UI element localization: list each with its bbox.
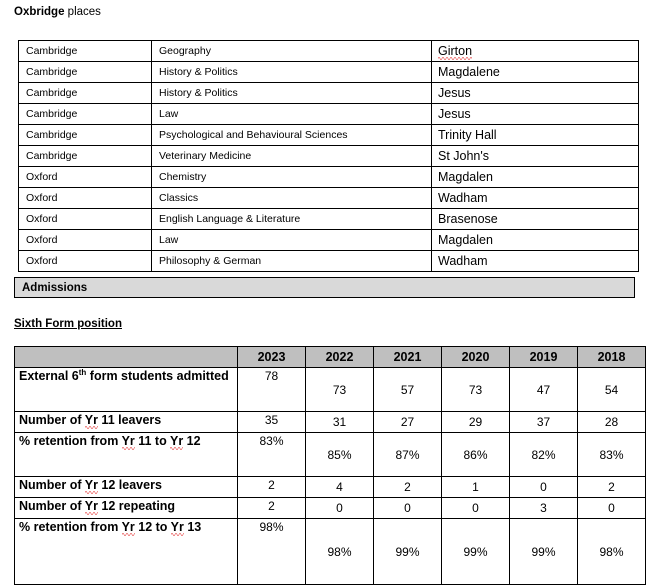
table-row	[19, 251, 639, 272]
cell-2021: 27	[374, 412, 442, 433]
cell-2018: 83%	[578, 433, 646, 477]
header-year-2021: 2021	[374, 347, 442, 368]
cell-2022: 0	[306, 498, 374, 519]
cell-college: Wadham	[432, 251, 639, 272]
spellcheck-underlined-word: Yr	[169, 434, 184, 448]
row-label: % retention from Yr 12 to Yr 13	[15, 519, 238, 585]
cell-2019: 47	[510, 368, 578, 412]
cell-subject: History & Politics	[152, 83, 432, 104]
cell-2020: 99%	[442, 519, 510, 585]
table-row	[19, 104, 639, 125]
cell-2020: 29	[442, 412, 510, 433]
spellcheck-underlined-word: Yr	[121, 520, 135, 534]
cell-subject: Law	[152, 104, 432, 125]
header-year-2020: 2020	[442, 347, 510, 368]
cell-college	[432, 41, 639, 62]
row-label: % retention from Yr 11 to Yr 12	[15, 433, 238, 477]
cell-2022: 85%	[306, 433, 374, 477]
cell-2020: 73	[442, 368, 510, 412]
cell-subject: Philosophy & German	[152, 251, 432, 272]
row-label: Number of Yr 11 leavers	[15, 412, 238, 433]
cell-college: Magdalen	[432, 230, 639, 251]
cell-2021: 57	[374, 368, 442, 412]
cell-2019: 3	[510, 498, 578, 519]
cell-college: Brasenose	[432, 209, 639, 230]
cell-2019: 82%	[510, 433, 578, 477]
table-row	[15, 498, 646, 519]
cell-2023: 2	[238, 498, 306, 519]
table-row	[15, 477, 646, 498]
cell-2023: 98%	[238, 519, 306, 585]
cell-2020: 0	[442, 498, 510, 519]
cell-university: Cambridge	[19, 125, 152, 146]
cell-2022: 31	[306, 412, 374, 433]
table-row	[15, 368, 646, 412]
cell-2019: 37	[510, 412, 578, 433]
cell-2021: 0	[374, 498, 442, 519]
row-label: Number of Yr 12 leavers	[15, 477, 238, 498]
cell-university: Oxford	[19, 209, 152, 230]
cell-subject: Classics	[152, 188, 432, 209]
cell-college: Magdalen	[432, 167, 639, 188]
table-row	[19, 209, 639, 230]
cell-university: Oxford	[19, 251, 152, 272]
cell-2023: 2	[238, 477, 306, 498]
sixth-form-position-table	[14, 346, 646, 585]
header-year-2023: 2023	[238, 347, 306, 368]
row-label: Number of Yr 12 repeating	[15, 498, 238, 519]
cell-2019: 99%	[510, 519, 578, 585]
table-row	[19, 41, 639, 62]
cell-subject: Chemistry	[152, 167, 432, 188]
cell-college: St John's	[432, 146, 639, 167]
ordinal-suffix: th	[78, 367, 87, 377]
cell-university: Cambridge	[19, 104, 152, 125]
spellcheck-underlined-word: Yr	[84, 478, 98, 492]
table-row	[19, 188, 639, 209]
cell-university: Cambridge	[19, 83, 152, 104]
page-title-bold: Oxbridge	[14, 6, 65, 18]
cell-college: Jesus	[432, 104, 639, 125]
spellcheck-underlined-word: Yr	[170, 520, 184, 534]
cell-2021: 87%	[374, 433, 442, 477]
cell-subject: Law	[152, 230, 432, 251]
cell-subject: History & Politics	[152, 62, 432, 83]
cell-college: Wadham	[432, 188, 639, 209]
table-row	[19, 230, 639, 251]
sixth-form-table-body	[15, 347, 646, 585]
sixth-form-position-heading: Sixth Form position	[14, 318, 122, 330]
cell-2023: 35	[238, 412, 306, 433]
cell-2020: 1	[442, 477, 510, 498]
cell-2018: 28	[578, 412, 646, 433]
admissions-banner-label: Admissions	[22, 282, 88, 294]
cell-university: Cambridge	[19, 41, 152, 62]
table-row	[19, 125, 639, 146]
table-row	[15, 519, 646, 585]
cell-2022: 73	[306, 368, 374, 412]
cell-university: Oxford	[19, 167, 152, 188]
cell-subject: Veterinary Medicine	[152, 146, 432, 167]
table-header-row	[15, 347, 646, 368]
cell-2018: 98%	[578, 519, 646, 585]
cell-subject: Psychological and Behavioural Sciences	[152, 125, 432, 146]
row-label: External 6th form students admitted	[15, 368, 238, 412]
page-title-rest: places	[64, 6, 101, 18]
cell-2023: 78	[238, 368, 306, 412]
cell-2018: 2	[578, 477, 646, 498]
header-year-2018: 2018	[578, 347, 646, 368]
table-row	[15, 433, 646, 477]
spellcheck-underlined-word: Girton	[438, 44, 473, 58]
header-year-2019: 2019	[510, 347, 578, 368]
cell-2018: 54	[578, 368, 646, 412]
cell-2019: 0	[510, 477, 578, 498]
cell-2021: 99%	[374, 519, 442, 585]
cell-college: Magdalene	[432, 62, 639, 83]
oxbridge-table-body	[19, 41, 639, 272]
table-row	[19, 167, 639, 188]
spellcheck-underlined-word: Yr	[84, 499, 98, 513]
oxbridge-places-table	[18, 40, 639, 272]
cell-college: Trinity Hall	[432, 125, 639, 146]
cell-university: Oxford	[19, 188, 152, 209]
header-corner-cell	[15, 347, 238, 368]
table-row	[19, 62, 639, 83]
cell-2021: 2	[374, 477, 442, 498]
header-year-2022: 2022	[306, 347, 374, 368]
cell-university: Cambridge	[19, 62, 152, 83]
cell-university: Cambridge	[19, 146, 152, 167]
cell-subject: Geography	[152, 41, 432, 62]
cell-2022: 4	[306, 477, 374, 498]
page-title	[14, 5, 101, 19]
spellcheck-underlined-word: Yr	[121, 434, 135, 448]
table-row	[19, 83, 639, 104]
cell-2023: 83%	[238, 433, 306, 477]
table-row	[15, 412, 646, 433]
cell-college: Jesus	[432, 83, 639, 104]
cell-university: Oxford	[19, 230, 152, 251]
cell-2022: 98%	[306, 519, 374, 585]
spellcheck-underlined-word: Yr	[84, 413, 98, 427]
table-row	[19, 146, 639, 167]
cell-2020: 86%	[442, 433, 510, 477]
cell-2018: 0	[578, 498, 646, 519]
cell-subject: English Language & Literature	[152, 209, 432, 230]
admissions-section-banner	[14, 277, 635, 298]
